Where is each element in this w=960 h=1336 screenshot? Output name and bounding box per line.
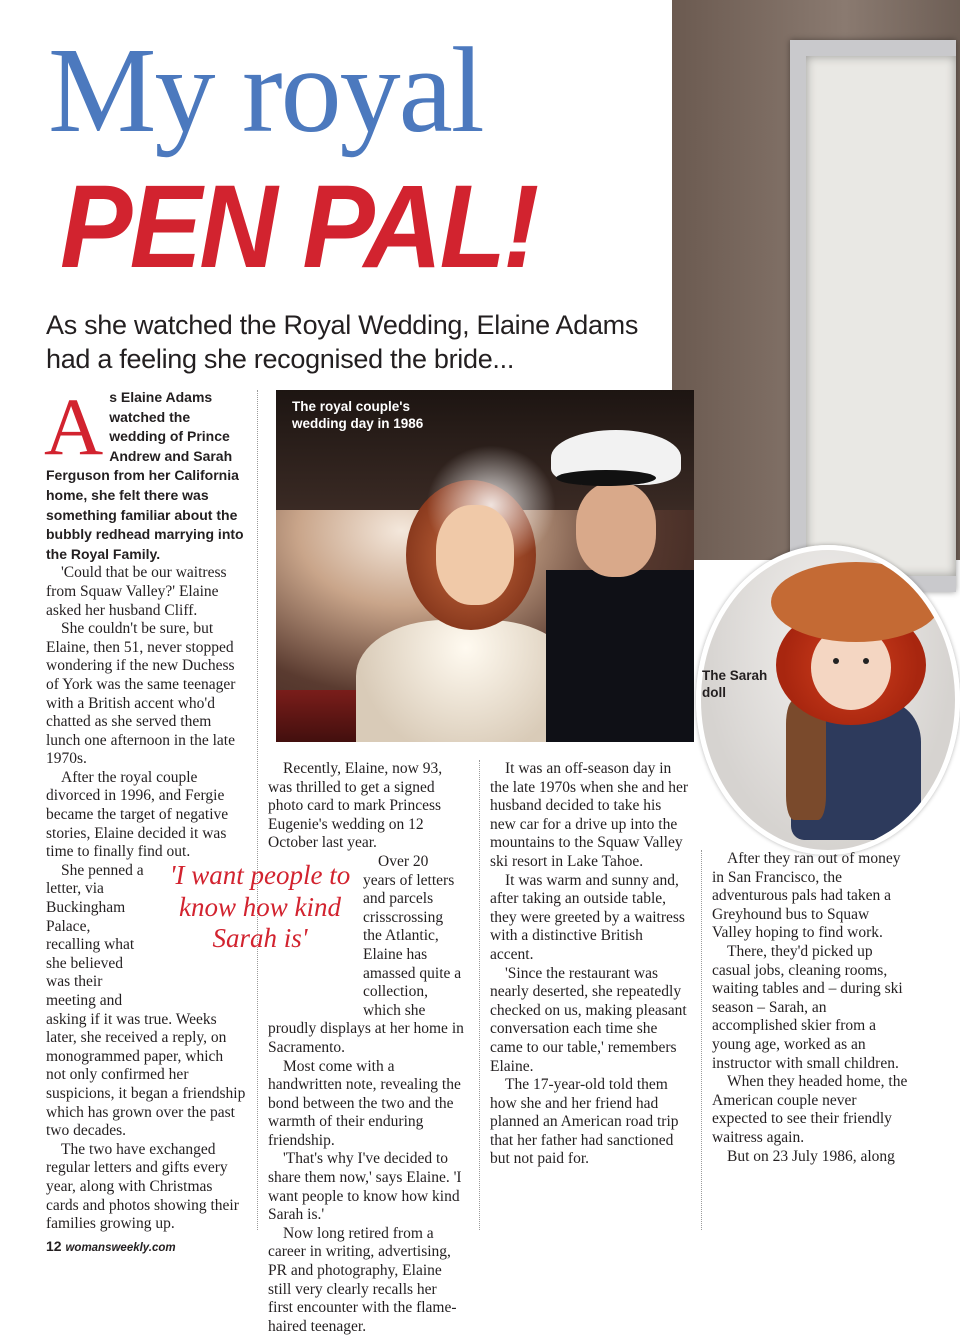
groom-face bbox=[576, 482, 656, 577]
standfirst-line-2: had a feeling she recognised the bride... bbox=[46, 344, 515, 374]
column-divider bbox=[479, 760, 480, 1230]
article-paragraph: The 17-year-old told them how she and her friend had planned an American road trip that her father had sanctioned but not paid for. bbox=[490, 1076, 679, 1168]
wedding-dress bbox=[356, 620, 576, 742]
standfirst-line-1: As she watched the Royal Wedding, Elaine Adams bbox=[46, 310, 639, 340]
doll-eye bbox=[863, 658, 869, 664]
article-paragraph: There, they'd picked up casual jobs, cleaning rooms, waiting tables and – during ski season – Sarah, an accomplished skier from a young age, worked as an instructor with small children. bbox=[712, 942, 903, 1072]
pull-quote-space bbox=[268, 853, 363, 1003]
magazine-url: womansweekly.com bbox=[65, 1242, 176, 1254]
headline-line-1: My royal bbox=[48, 23, 483, 158]
article-paragraph: It was an off-season day in the late 1970s when she and her husband decided to take his new car for a drive up into the mountains to the Squaw Valley ski resort in Lake Tahoe. bbox=[490, 760, 688, 870]
groom-cap-peak bbox=[556, 470, 656, 486]
article-paragraph: After they ran out of money in San Francisco, the adventurous pals had taken a Greyhound bus to Squaw Valley hoping to find work. bbox=[712, 850, 901, 942]
article-column-3 bbox=[490, 760, 690, 1169]
article-paragraph: Now long retired from a career in writing, advertising, PR and photography, Elaine still very clearly recalls her first encounter with the flame-haired teenager. bbox=[268, 1224, 457, 1335]
article-paragraph: But on 23 July 1986, along bbox=[727, 1147, 895, 1165]
doll-photo-caption: The Sarah doll bbox=[702, 668, 768, 700]
article-column-4 bbox=[712, 850, 912, 1166]
column-divider bbox=[701, 850, 702, 1230]
article-paragraph: After the royal couple divorced in 1996, and Fergie became the target of negative stories, Elaine decided it was time to finally find out. bbox=[46, 768, 229, 861]
drop-cap: A bbox=[44, 381, 104, 472]
article-column-2 bbox=[268, 760, 464, 1336]
article-paragraph: It was warm and sunny and, after taking an outside table, they were greeted by a waitress with a distinctive British accent. bbox=[490, 871, 685, 963]
article-paragraph: She couldn't be sure, but Elaine, then 51, never stopped wondering if the new Duchess of York was the same teenager with a British accent who'd chatted as she served them lunch one afternoon in the late 1970s. bbox=[46, 620, 236, 768]
article-paragraph: When they headed home, the American couple never expected to see their friendly waitress again. bbox=[712, 1073, 908, 1146]
article-paragraph: 'Since the restaurant was nearly deserted, she repeatedly checked on us, making pleasant conversation each time she came to our table,' remembers Elaine. bbox=[490, 964, 687, 1075]
wedding-photo bbox=[276, 390, 694, 742]
article-paragraph: Recently, Elaine, now 93, was thrilled to get a signed photo card to mark Princess Eugenie's wedding on 12 October last year. bbox=[268, 760, 443, 852]
lede-paragraph bbox=[44, 381, 246, 564]
wedding-photo-caption: The royal couple's wedding day in 1986 bbox=[292, 399, 424, 431]
article-paragraph: The two have exchanged regular letters and gifts every year, along with Christmas cards and photos showing their families growing up. bbox=[46, 1140, 239, 1233]
page-number: 12 bbox=[46, 1238, 62, 1254]
article-paragraph bbox=[268, 853, 464, 1058]
article-paragraph: Most come with a handwritten note, revealing the bond between the two and the warmth of their enduring friendship. bbox=[268, 1057, 461, 1149]
picture-frame bbox=[790, 40, 956, 592]
lede-text: s Elaine Adams watched the wedding of Prince Andrew and Sarah Ferguson from her California home, she felt there was something familiar about the bubbly redhead marrying into the Royal Family. bbox=[46, 389, 244, 562]
article-column-1 bbox=[44, 381, 246, 1234]
bride-face bbox=[436, 505, 514, 605]
doll-eye bbox=[833, 658, 839, 664]
article-paragraph: 'Could that be our waitress from Squaw Valley?' Elaine asked her husband Cliff. bbox=[46, 564, 227, 619]
article-paragraph-text: She penned a letter, via Buckingham Palace, recalling what she believed was their meeting and asking if it was true. Weeks later, she received a reply, on monogrammed paper, which not only confirmed her suspicions, it began a friendship which has grown over the past two decades. bbox=[46, 861, 246, 1140]
folio bbox=[46, 1238, 176, 1254]
standfirst bbox=[46, 308, 696, 376]
doll-hat bbox=[771, 562, 941, 642]
article-paragraph-text: Over 20 years of letters and parcels crisscrossing the Atlantic, Elaine has amassed quite a collection, which she proudly displays at her home in Sacramento. bbox=[268, 852, 464, 1056]
groom-uniform bbox=[546, 570, 694, 742]
article-paragraph: 'That's why I've decided to share them now,' says Elaine. 'I want people to know how kind Sarah is.' bbox=[268, 1150, 462, 1224]
column-divider bbox=[257, 390, 258, 1230]
headline-line-2: PEN PAL! bbox=[60, 161, 537, 293]
pull-quote: 'I want people to know how kind Sarah is' bbox=[169, 860, 351, 953]
